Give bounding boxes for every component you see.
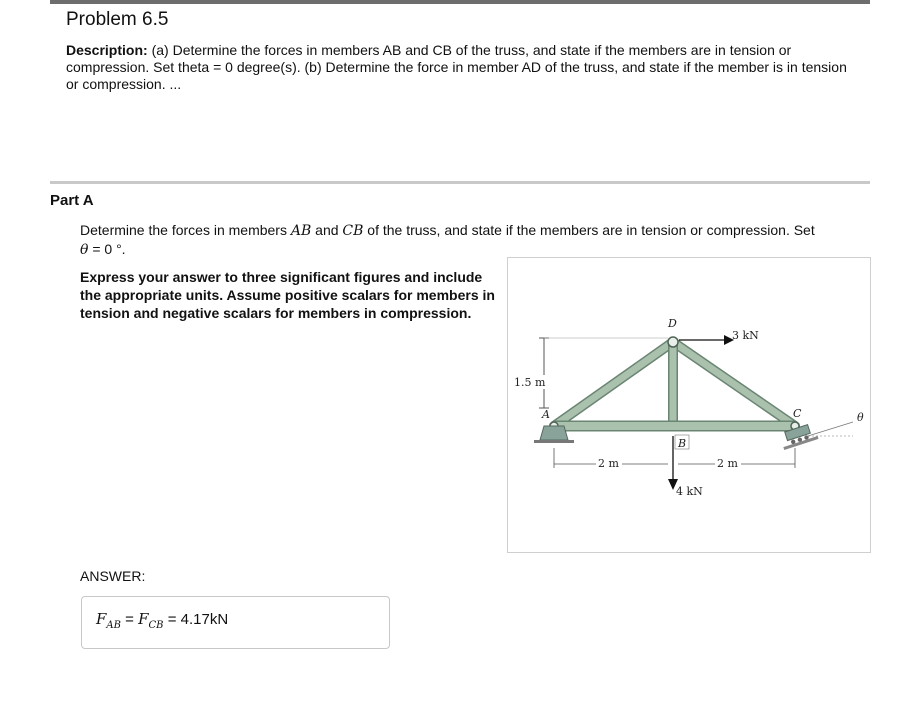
force-symbol-cb: F — [138, 610, 149, 628]
equals-sign-1: = — [121, 611, 139, 628]
question-text-2: and — [311, 222, 343, 238]
part-divider — [50, 181, 870, 184]
force-subscript-ab: AB — [106, 620, 121, 631]
dim-left-label: 2 m — [598, 457, 619, 470]
label-d: D — [668, 317, 677, 330]
question-text-3: of the truss, and state if the members are in tension or compression. Set — [363, 222, 815, 238]
pin-support-a — [540, 426, 568, 440]
answer-value: 4.17kN — [180, 611, 229, 628]
load-b-label: 4 kN — [676, 485, 703, 498]
height-label: 1.5 m — [514, 376, 546, 389]
label-c: C — [793, 407, 802, 420]
answer-instructions: Express your answer to three significant figures and include the appropriate units. Assume positive scalars for members in tension and negative scalars for members in compression. — [80, 269, 495, 321]
load-d-label: 3 kN — [732, 329, 759, 342]
truss-diagram — [508, 258, 870, 552]
equals-sign-2: = — [163, 611, 181, 628]
description-label: Description: — [66, 42, 148, 58]
label-a: A — [542, 408, 550, 421]
part-label: Part A — [50, 192, 94, 209]
dim-right-label: 2 m — [717, 457, 738, 470]
joint-d — [668, 337, 678, 347]
force-subscript-cb: CB — [148, 620, 164, 631]
answer-box[interactable] — [81, 596, 390, 649]
force-symbol-ab: F — [96, 610, 107, 628]
theta-value: = 0 °. — [88, 241, 126, 257]
description-text: (a) Determine the forces in members AB and CB of the truss, and state if the members are in tension or compression. Set theta = 0 degree(s). (b) Determine the force in member AD of the truss, and state if the member is in tension or compression. ... — [66, 42, 847, 92]
truss-figure — [507, 257, 871, 553]
incline-line — [808, 422, 853, 436]
theta-symbol: θ — [80, 242, 89, 258]
answer-expression — [96, 610, 228, 631]
question-text-1: Determine the forces in members — [80, 222, 291, 238]
member-cb: CB — [342, 223, 364, 239]
problem-title: Problem 6.5 — [66, 9, 169, 30]
top-rule — [50, 0, 870, 4]
theta-label: θ — [857, 411, 864, 424]
label-b: B — [678, 437, 687, 450]
member-ad — [554, 342, 673, 426]
member-ab: AB — [290, 223, 312, 239]
ground-a — [534, 440, 574, 443]
problem-description — [66, 42, 856, 93]
member-dc — [673, 342, 795, 426]
part-question — [80, 221, 870, 259]
answer-label: ANSWER: — [80, 568, 146, 584]
